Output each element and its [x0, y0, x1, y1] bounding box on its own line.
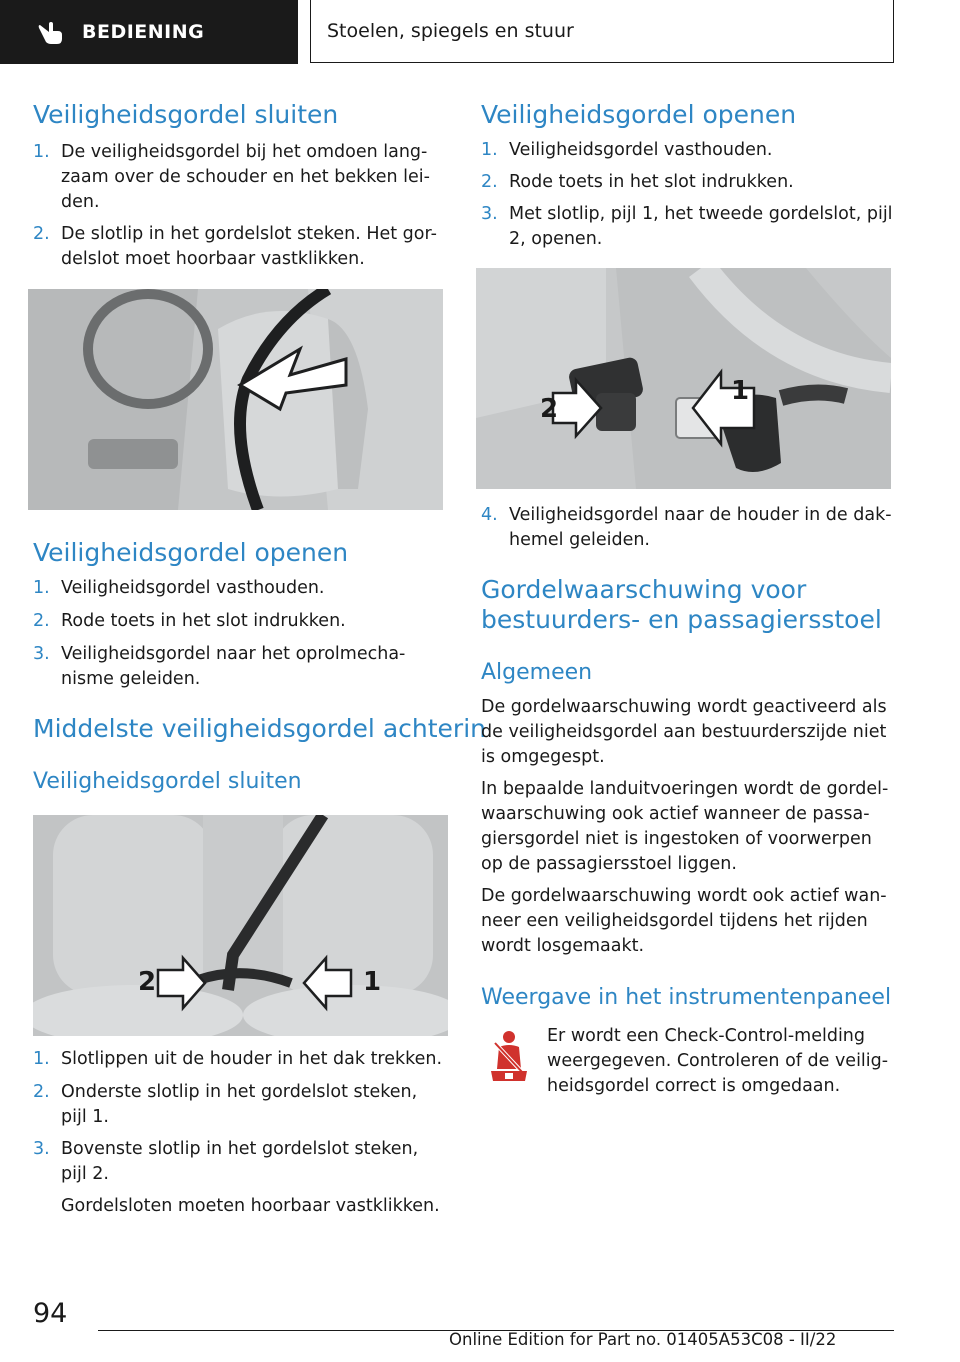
paragraph-4: Er wordt een Check-Control-melding weergegeven. Controleren of de veilig-heidsgordel correct is omgedaan.	[547, 1026, 889, 1096]
figure-rear-bench-belt	[33, 815, 448, 1036]
figure-label-1: 1	[731, 376, 750, 406]
figure-label-1: 1	[363, 967, 382, 997]
section-tab[interactable]	[0, 0, 298, 64]
step-text: Bovenste slotlip in het gordelslot steken, pijl 2.	[61, 1139, 419, 1184]
step-text: Veiligheidsgordel vasthouden.	[509, 140, 773, 160]
step-text: Rode toets in het slot indrukken.	[509, 172, 794, 192]
figure-buckle-release	[476, 268, 891, 489]
subheading-belt-close: Veiligheidsgordel sluiten	[33, 769, 302, 794]
seatbelt-warning-icon	[481, 1027, 536, 1087]
step-number: 1.	[33, 1049, 50, 1069]
step-text: Veiligheidsgordel vasthouden.	[61, 578, 325, 598]
step-number: 2.	[33, 1082, 50, 1102]
step-text: Veiligheidsgordel naar het oprolmecha-nisme geleiden.	[61, 644, 406, 689]
figure-label-2: 2	[540, 394, 559, 424]
step-text: Met slotlip, pijl 1, het tweede gordelslot, pijl 2, openen.	[509, 204, 893, 249]
step-text: De veiligheidsgordel bij het omdoen lang-zaam over de schouder en het bekken lei-den.	[61, 142, 430, 212]
paragraph-2: In bepaalde landuitvoeringen wordt de gordel-waarschuwing ook actief wanneer de passa-giersgordel niet is ingestoken of voorwerpen op de passagiersstoel liggen.	[481, 779, 889, 874]
heading-belt-warning-2: bestuurders- en passagiersstoel	[481, 605, 882, 634]
step-number: 1.	[33, 142, 50, 162]
step-note: Gordelsloten moeten hoorbaar vastklikken.	[61, 1196, 440, 1216]
figure-label-2: 2	[138, 967, 157, 997]
step-number: 4.	[481, 505, 498, 525]
step-number: 3.	[33, 1139, 50, 1159]
step-text: De slotlip in het gordelslot steken. Het gor-delslot moet hoorbaar vastklikken.	[61, 224, 437, 269]
step-number: 3.	[33, 644, 50, 664]
step-number: 2.	[33, 611, 50, 631]
step-text: Rode toets in het slot indrukken.	[61, 611, 346, 631]
heading-belt-close: Veiligheidsgordel sluiten	[33, 100, 339, 129]
step-number: 1.	[481, 140, 498, 160]
step-number: 1.	[33, 578, 50, 598]
step-number: 3.	[481, 204, 498, 224]
step-text: Onderste slotlip in het gordelslot steken, pijl 1.	[61, 1082, 418, 1127]
heading-belt-warning-1: Gordelwaarschuwing voor	[481, 575, 807, 604]
figure-front-seat-belt	[28, 289, 443, 510]
chapter-title: Stoelen, spiegels en stuur	[310, 0, 894, 63]
step-text: Slotlippen uit de houder in het dak trekken.	[61, 1049, 443, 1069]
paragraph-3: De gordelwaarschuwing wordt ook actief wan-neer een veiligheidsgordel tijdens het rijden wordt losgemaakt.	[481, 886, 887, 956]
heading-belt-open: Veiligheidsgordel openen	[33, 538, 349, 567]
step-number: 2.	[481, 172, 498, 192]
step-number: 2.	[33, 224, 50, 244]
paragraph-1: De gordelwaarschuwing wordt geactiveerd als de veiligheidsgordel aan bestuurderszijde niet is omgegespt.	[481, 697, 887, 767]
section-label: BEDIENING	[82, 21, 205, 43]
edition-info: Online Edition for Part no. 01405A53C08 - II/22	[449, 1330, 837, 1349]
subheading-general: Algemeen	[481, 660, 593, 685]
subheading-instrument-display: Weergave in het instrumentenpaneel	[481, 985, 892, 1010]
heading-belt-open-right: Veiligheidsgordel openen	[481, 100, 797, 129]
pointing-hand-icon	[36, 17, 66, 47]
step-text: Veiligheidsgordel naar de houder in de dak-hemel geleiden.	[509, 505, 892, 550]
heading-middle-rear-belt: Middelste veiligheidsgordel achterin	[33, 714, 486, 743]
page-number: 94	[33, 1298, 68, 1329]
